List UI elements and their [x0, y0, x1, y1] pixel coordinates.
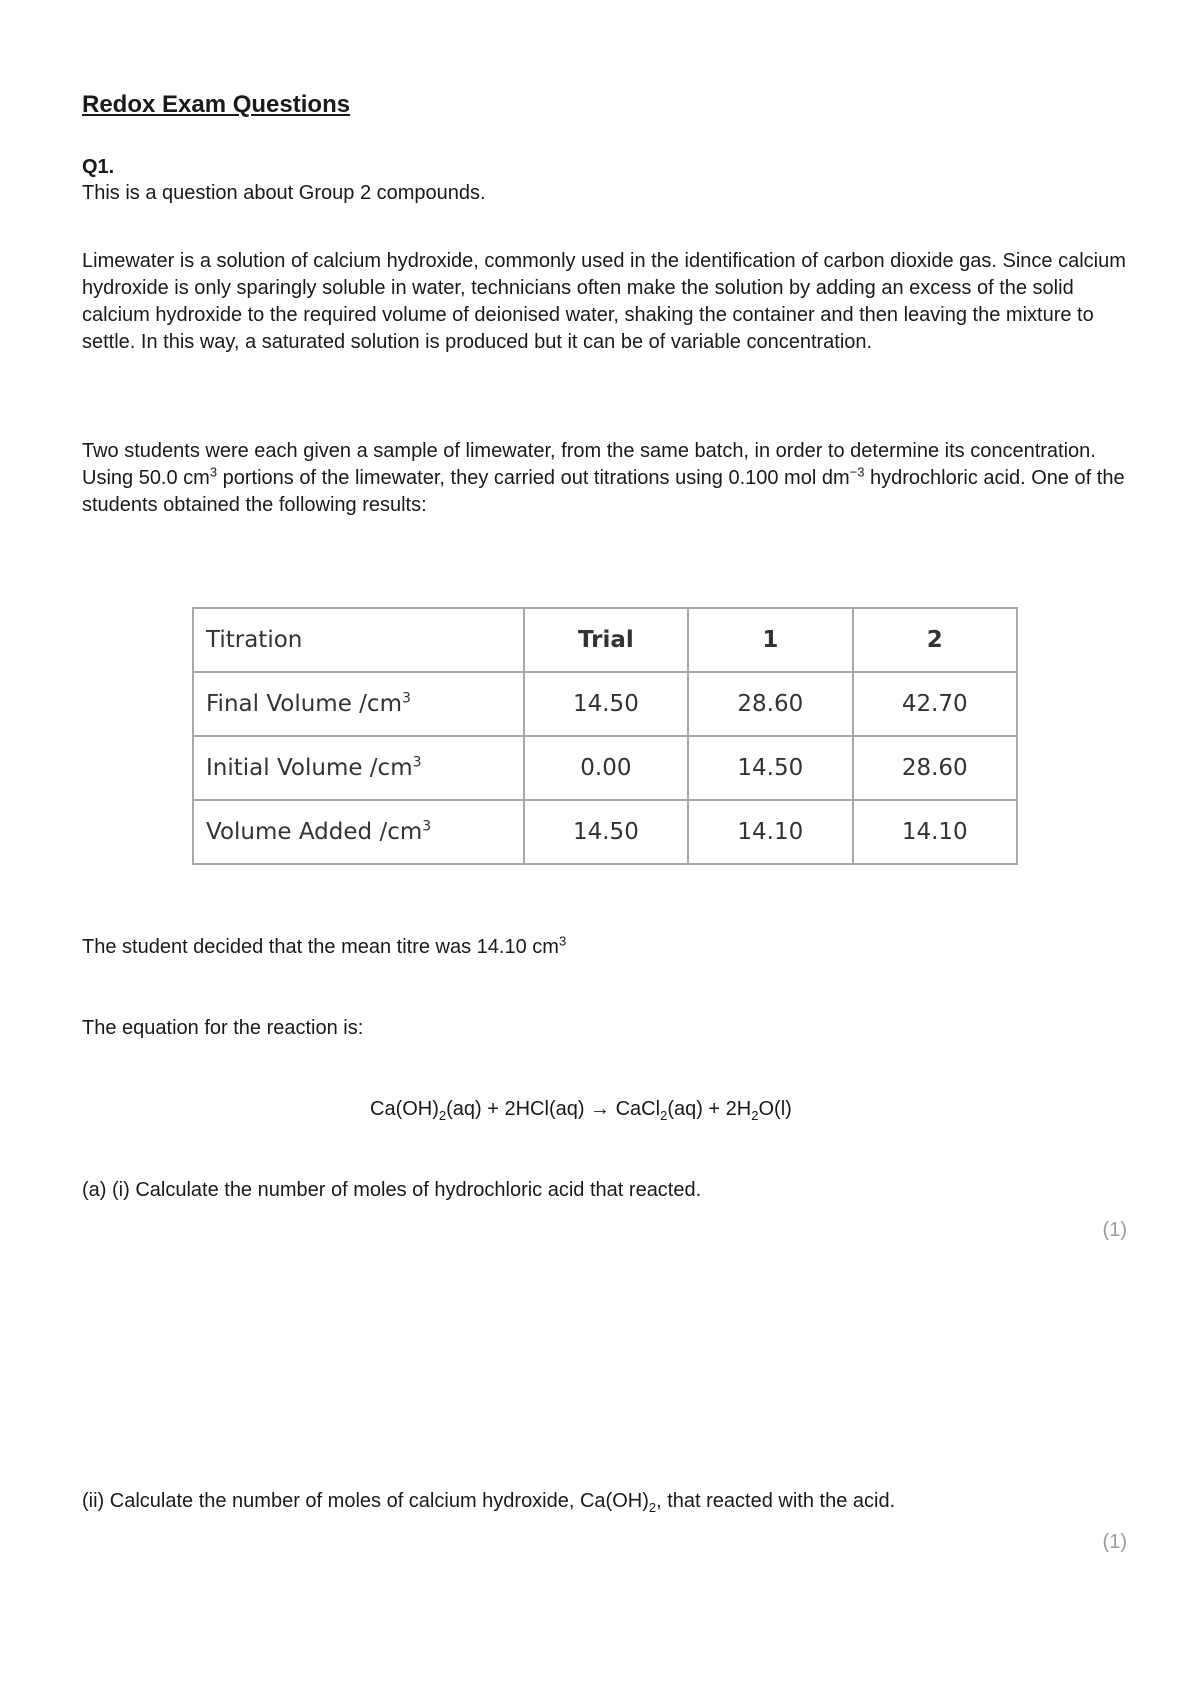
eq-part-1: Ca(OH)	[370, 1098, 439, 1120]
question-intro: This is a question about Group 2 compounds.	[82, 182, 486, 204]
marks-a-ii: (1)	[1102, 1531, 1127, 1553]
table-cell: 14.10	[853, 800, 1017, 864]
mean-titre-text: The student decided that the mean titre was 14.10 cm	[82, 936, 559, 958]
students-sup-1: 3	[209, 464, 218, 480]
table-row	[193, 672, 1017, 736]
titration-results-table	[192, 607, 1018, 865]
question-number: Q1.	[82, 156, 115, 178]
table-cell: 28.60	[688, 672, 852, 736]
equation-intro: The equation for the reaction is:	[82, 1017, 364, 1039]
table-header-row	[193, 608, 1017, 672]
reaction-equation	[370, 1096, 792, 1123]
eq-sub-1: 2	[438, 1108, 447, 1123]
students-text-3: hydrochloric acid. One of the students obtained the following results:	[82, 467, 1125, 516]
table-row	[193, 736, 1017, 800]
row-label-final-volume	[193, 672, 524, 736]
question-a-ii	[82, 1488, 1132, 1515]
mean-titre-sup: 3	[558, 933, 567, 949]
students-paragraph	[82, 438, 1132, 519]
eq-part-4: O(l)	[758, 1098, 792, 1120]
students-sup-2: −3	[849, 464, 865, 480]
row-label-volume-added	[193, 800, 524, 864]
document-title: Redox Exam Questions	[82, 91, 351, 118]
table-cell: 28.60	[853, 736, 1017, 800]
question-a-ii-text-2: , that reacted with the acid.	[656, 1490, 896, 1512]
table-header-label: Titration	[193, 608, 524, 672]
table-cell: 42.70	[853, 672, 1017, 736]
table-header-trial: Trial	[524, 608, 688, 672]
table-cell: 14.50	[688, 736, 852, 800]
table-cell: 0.00	[524, 736, 688, 800]
table-header-2: 2	[853, 608, 1017, 672]
table-cell: 14.50	[524, 800, 688, 864]
row-label-sup: 3	[422, 818, 432, 835]
row-label-text: Final Volume /cm	[206, 691, 402, 717]
row-label-sup: 3	[401, 690, 411, 707]
table-row	[193, 800, 1017, 864]
eq-sub-3: 2	[751, 1108, 759, 1123]
table-header-1: 1	[688, 608, 852, 672]
row-label-text: Volume Added /cm	[206, 819, 423, 845]
row-label-sup: 3	[412, 754, 422, 771]
eq-part-3: (aq) + 2H	[667, 1098, 752, 1120]
mean-titre-statement	[82, 934, 1132, 961]
eq-part-2: (aq) + 2HCl(aq) → CaCl	[446, 1098, 661, 1120]
table-cell: 14.10	[688, 800, 852, 864]
students-text-1: Two students were each given a sample of limewater, from the same batch, in order to determine its concentration. Using 50.0 cm	[82, 440, 1096, 489]
row-label-initial-volume	[193, 736, 524, 800]
question-a-ii-text-1: (ii) Calculate the number of moles of calcium hydroxide, Ca(OH)	[82, 1490, 649, 1512]
row-label-text: Initial Volume /cm	[206, 755, 413, 781]
question-a-i: (a) (i) Calculate the number of moles of hydrochloric acid that reacted.	[82, 1179, 702, 1201]
question-a-ii-sub: 2	[648, 1500, 657, 1515]
limewater-paragraph: Limewater is a solution of calcium hydroxide, commonly used in the identification of carbon dioxide gas. Since calcium hydroxide is only sparingly soluble in water, technicians often make the solution by adding an excess of the solid calcium hydroxide to the required volume of deionised water, shaking the container and then leaving the mixture to settle. In this way, a saturated solution is produced but it can be of variable concentration.	[82, 250, 1126, 353]
eq-sub-2: 2	[660, 1108, 668, 1123]
students-text-2: portions of the limewater, they carried out titrations using 0.100 mol dm	[217, 467, 850, 489]
table-cell: 14.50	[524, 672, 688, 736]
marks-a-i: (1)	[1102, 1219, 1127, 1241]
